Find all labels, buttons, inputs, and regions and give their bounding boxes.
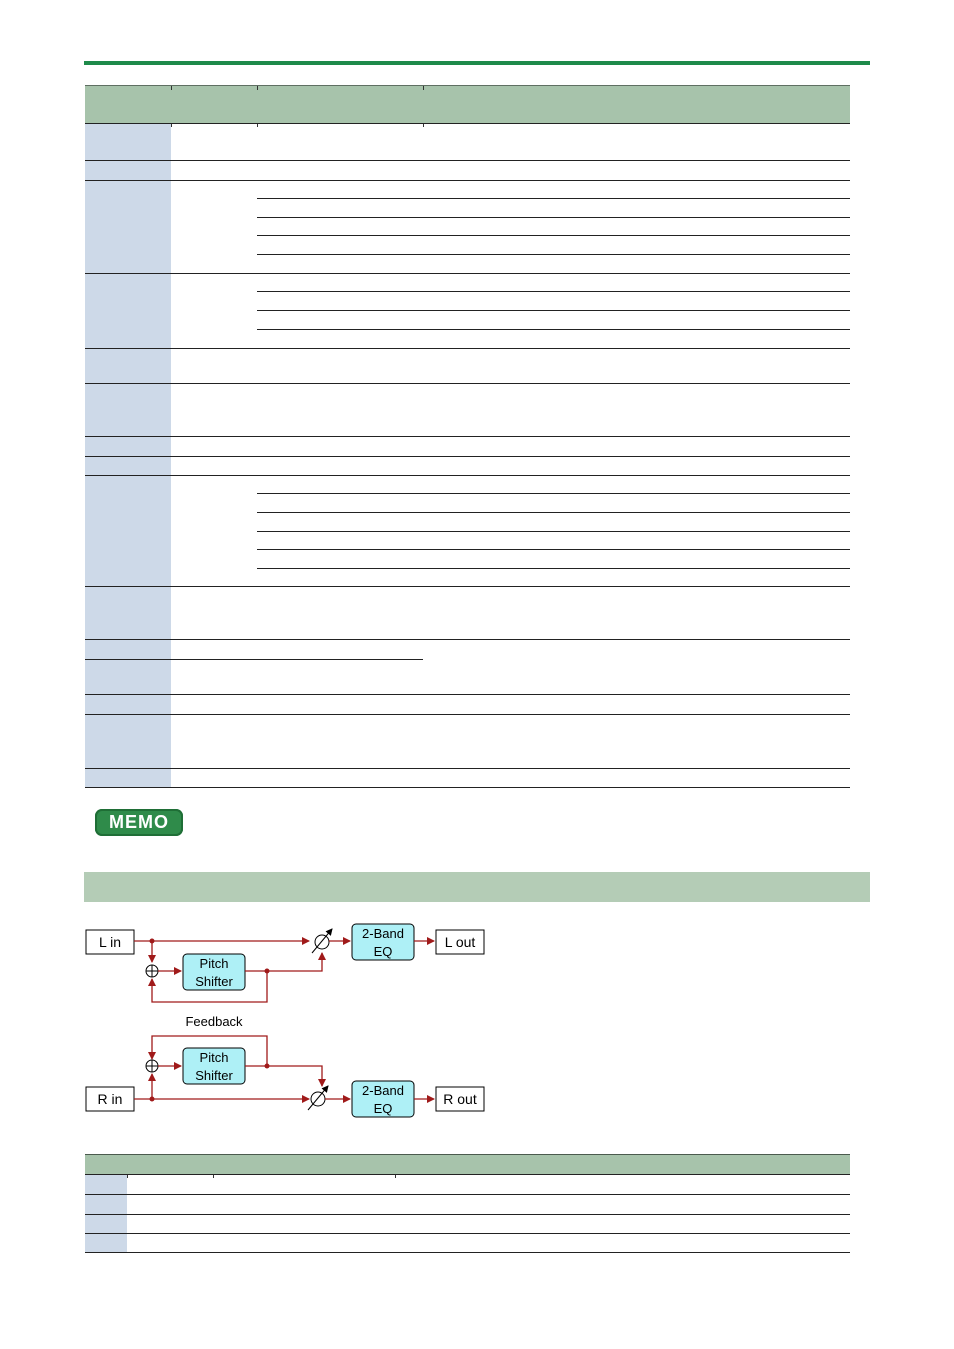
memo-badge: MEMO — [95, 809, 183, 836]
r-eq-line1: 2-Band — [362, 1083, 404, 1098]
row-rule — [85, 436, 850, 437]
sub-row-rule — [257, 291, 850, 292]
row-label-cell — [85, 273, 171, 348]
row-rule — [85, 694, 850, 695]
row-rule — [85, 1214, 850, 1215]
sub-row-rule — [257, 512, 850, 513]
junction-dot — [265, 1064, 270, 1069]
row-rule — [85, 180, 850, 181]
top-rule — [84, 61, 870, 65]
table-row — [85, 1174, 850, 1194]
r-pitch-shifter-line2: Shifter — [195, 1068, 233, 1083]
row-label-cell — [85, 123, 171, 160]
row-label-cell — [85, 659, 171, 694]
sub-row-rule — [257, 493, 850, 494]
signal-flow-svg — [84, 920, 504, 1120]
header-divider — [423, 86, 424, 90]
row-label-cell — [85, 768, 171, 787]
row-rule — [85, 348, 850, 349]
row-label-cell — [85, 694, 171, 714]
l-out-label: L out — [444, 934, 476, 950]
row-label-cell — [85, 436, 171, 456]
r-in-label: R in — [97, 1091, 123, 1107]
sub-row-rule — [257, 531, 850, 532]
table-row — [85, 436, 850, 456]
sub-row-rule — [257, 254, 850, 255]
r-wet-path — [245, 1066, 322, 1086]
row-rule — [85, 1194, 850, 1195]
row-label-cell — [85, 160, 171, 180]
row-label-cell — [85, 1174, 127, 1194]
row-label-cell — [85, 475, 171, 586]
sub-row-rule — [257, 198, 850, 199]
sub-row-rule — [257, 549, 850, 550]
section-heading-bar — [84, 872, 870, 902]
row-rule-partial — [85, 659, 423, 660]
l-in-label: L in — [98, 934, 122, 950]
header-divider — [257, 86, 258, 90]
left-channel — [86, 924, 484, 1002]
table-row — [85, 639, 850, 659]
sub-row-rule — [257, 217, 850, 218]
row-label-cell — [85, 1214, 127, 1234]
signal-flow-diagram — [84, 920, 504, 1120]
row-label-cell — [85, 639, 171, 659]
row-label-cell — [85, 714, 171, 768]
row-rule — [85, 787, 850, 788]
table-row — [85, 160, 850, 180]
row-rule — [85, 1252, 850, 1253]
table-row — [85, 123, 850, 160]
table-row — [85, 1214, 850, 1234]
table-row — [85, 1194, 850, 1214]
row-label-cell — [85, 1233, 127, 1252]
table-row — [85, 456, 850, 475]
header-divider — [171, 86, 172, 90]
row-rule — [85, 475, 850, 476]
l-pitch-shifter-line2: Shifter — [195, 974, 233, 989]
table-header — [85, 85, 850, 124]
l-wet-path — [245, 953, 322, 971]
row-rule — [85, 586, 850, 587]
r-out-label: R out — [443, 1091, 477, 1107]
table-row — [85, 348, 850, 383]
row-label-cell — [85, 586, 171, 639]
l-eq-line1: 2-Band — [362, 926, 404, 941]
table-row — [85, 586, 850, 639]
row-label-cell — [85, 1194, 127, 1214]
l-pitch-shifter-line1: Pitch — [199, 956, 229, 971]
r-pitch-shifter-line1: Pitch — [199, 1050, 229, 1065]
sub-row-rule — [257, 235, 850, 236]
row-rule — [85, 123, 850, 124]
row-label-cell — [85, 180, 171, 273]
row-rule — [85, 160, 850, 161]
row-rule — [85, 383, 850, 384]
sub-row-rule — [257, 329, 850, 330]
row-label-cell — [85, 383, 171, 436]
row-rule — [85, 1174, 850, 1175]
row-rule — [85, 456, 850, 457]
table-row — [85, 694, 850, 714]
row-rule — [85, 273, 850, 274]
table-row — [85, 659, 850, 694]
sub-row-rule — [257, 310, 850, 311]
sub-row-rule — [257, 568, 850, 569]
feedback-label: Feedback — [185, 1014, 243, 1029]
row-rule — [85, 714, 850, 715]
table-row — [85, 180, 850, 273]
l-eq-line2: EQ — [373, 944, 393, 959]
row-rule — [85, 768, 850, 769]
table-row — [85, 1233, 850, 1252]
table-row — [85, 714, 850, 768]
table-row — [85, 383, 850, 436]
row-label-cell — [85, 456, 171, 475]
row-rule — [85, 639, 850, 640]
table-row — [85, 768, 850, 787]
table-header — [85, 1154, 850, 1175]
right-channel — [86, 1036, 484, 1117]
row-label-cell — [85, 348, 171, 383]
row-rule — [85, 1233, 850, 1234]
r-eq-line2: EQ — [373, 1101, 393, 1116]
